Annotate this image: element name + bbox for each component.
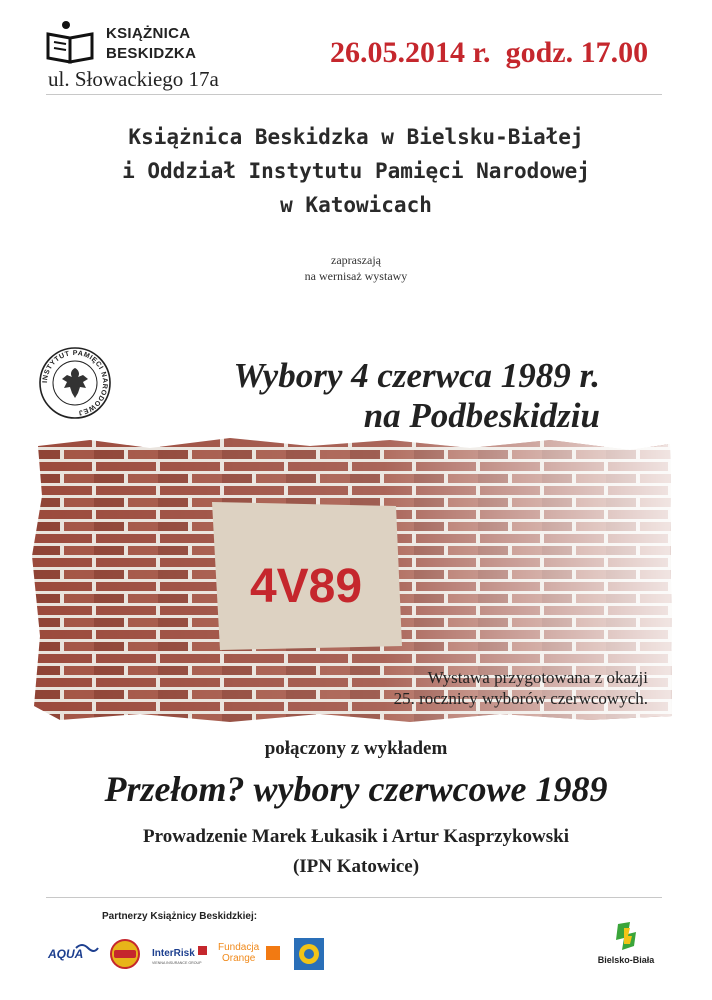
library-address: ul. Słowackiego 17a <box>48 67 219 91</box>
invitation-text <box>0 252 712 284</box>
exhibition-title-line1: Wybory 4 czerwca 1989 r. <box>233 356 600 395</box>
exhibition-title-line2: na Podbeskidziu <box>363 396 600 435</box>
invite-line-1: zapraszają <box>331 253 381 267</box>
aqua-logo-icon <box>46 934 100 974</box>
organizers-block <box>0 120 712 222</box>
bielsko-biala-logo-icon <box>604 920 648 954</box>
hosts-line-1: Prowadzenie Marek Łukasik i Artur Kasprzykowski <box>143 826 569 847</box>
partner-badge-logo-icon <box>108 934 142 974</box>
hosts-line-2: (IPN Katowice) <box>292 856 420 877</box>
caption-line-1: Wystawa przygotowana z okazji <box>427 668 648 687</box>
orange-foundation-logo-icon <box>218 934 284 974</box>
graffiti-4v89: 4V89 <box>249 560 363 613</box>
partners-label: Partnerzy Książnicy Beskidzkiej: <box>102 911 258 922</box>
interrisk-logo-icon <box>152 934 208 974</box>
exhibition-caption <box>330 667 648 709</box>
svg-text:Orange: Orange <box>222 953 256 964</box>
event-date: 26.05.2014 r. <box>330 36 491 69</box>
lecture-intro: połączony z wykładem <box>264 738 448 759</box>
library-logo-text <box>106 24 196 64</box>
invite-line-2: na wernisaż wystawy <box>304 269 408 283</box>
ipn-seal-icon <box>38 346 112 420</box>
header-divider <box>46 94 662 95</box>
city-name: Bielsko-Biała <box>597 955 655 965</box>
svg-text:Fundacja: Fundacja <box>218 942 260 953</box>
organizer-line-3: w Katowicach <box>280 193 432 217</box>
event-datetime <box>330 36 648 70</box>
svg-text:VIENNA INSURANCE GROUP: VIENNA INSURANCE GROUP <box>152 961 202 965</box>
library-book-logo-icon <box>44 20 100 64</box>
partner-globe-logo-icon <box>292 934 326 974</box>
library-name-line1: KSIĄŻNICA <box>106 25 191 42</box>
svg-text:InterRisk: InterRisk <box>152 948 195 959</box>
seal-text: INSTYTUT PAMIĘCI NARODOWEJ <box>41 349 109 416</box>
library-name-line2: BESKIDZKA <box>106 45 197 62</box>
caption-line-2: 25. rocznicy wyborów czerwcowych. <box>393 689 648 708</box>
svg-text:AQUA: AQUA <box>48 947 84 961</box>
organizer-line-2: i Oddział Instytutu Pamięci Narodowej <box>122 159 590 183</box>
organizer-line-1: Książnica Beskidzka w Bielsku-Białej <box>128 125 584 149</box>
lecture-title: Przełom? wybory czerwcowe 1989 <box>104 769 608 809</box>
event-time: godz. 17.00 <box>505 36 649 69</box>
footer-divider <box>46 897 662 898</box>
lecture-hosts <box>0 822 712 882</box>
